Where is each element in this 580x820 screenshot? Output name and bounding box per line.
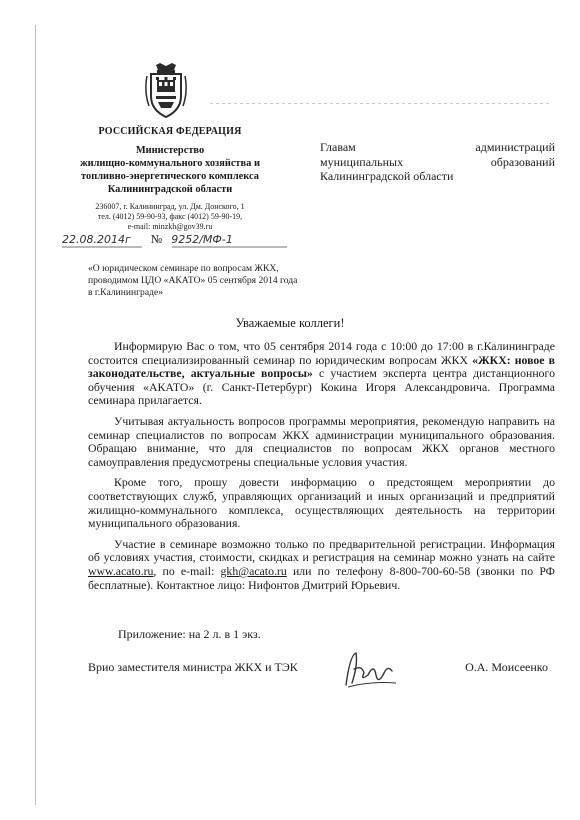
signatory-name: О.А. Моисеенко [465, 660, 548, 674]
text-run: Участие в семинаре возможно только по предварительной регистрации. Информация об условиях участия, стоимости, скидках и регистрация на семинар можно узнать на сайте [88, 536, 555, 565]
registration-line [62, 232, 292, 252]
scan-artifact-line [210, 103, 550, 104]
attachment-note: Приложение: на 2 л. в 1 экз. [118, 627, 261, 641]
ministry-line: Министерство [135, 145, 205, 156]
paragraph-4 [88, 538, 555, 592]
registration-number: 9252/МФ-1 [171, 233, 233, 246]
recipient-word: муниципальных [320, 154, 404, 169]
text-run: Информирую Вас о том, что 05 сентября 2014 года с 10:00 до 17:00 в г.Калининграде состоится специализированный семинар по юридическим вопросам ЖКХ [88, 339, 555, 367]
scan-edge-line [35, 25, 36, 805]
subject-line: в г.Калининграде» [88, 287, 164, 298]
text-run: , по e-mail: [153, 563, 221, 578]
email-link[interactable]: gkh@acato.ru [220, 563, 287, 578]
ministry-name [55, 144, 285, 196]
handwritten-signature [340, 645, 400, 695]
text-run: с участием эксперта центра дистанционного обучения «АКАТО» (г. Санкт-Петербург) Кокина Игоря Александровича. Программа семинара прилагается. [88, 366, 555, 408]
paragraph-2: Учитывая актуальность вопросов программы мероприятия, рекомендую направить на семинар специалистов по вопросам ЖКХ администрации муниципального образования. Обращаю внимание, что для специалистов по вопросам ЖКХ органов местного самоуправления предусмотрены специальные условия участия. [88, 413, 555, 469]
website-link[interactable]: www.acato.ru [88, 563, 154, 578]
paragraph-3: Кроме того, прошу довести информацию о предстоящем мероприятии до соответствующих служб, управляющих организаций и иных организаций и предприятий жилищно-коммунального комплекса, осуществляющих деятельность на территории муниципального образования. [88, 475, 555, 531]
recipient-block [320, 140, 555, 184]
ministry-address [55, 202, 285, 232]
greeting: Уважаемые коллеги! [235, 316, 345, 330]
coat-of-arms-icon [143, 62, 189, 120]
ministry-line: топливно-энергетического комплекса [81, 171, 259, 182]
sender-block [55, 126, 285, 232]
paragraph-1 [88, 340, 555, 408]
text-run: или по телефону 8-800-700-60-58 (звонки по РФ бесплатные). Контактное лицо: Нифонтов Дмитрий Юрьевич. [88, 563, 555, 592]
letter-body [88, 340, 555, 599]
subject-line: проводимом ЦДО «АКАТО» 05 сентября 2014 года [88, 275, 298, 286]
address-line: 236007, г. Калининград, ул. Дм. Донского, 1 [95, 202, 245, 211]
subject-line: «О юридическом семинаре по вопросам ЖКХ, [88, 263, 279, 274]
seminar-title: «ЖКХ: новое в законодательстве, актуальные вопросы» [88, 352, 555, 381]
ministry-line: жилищно-коммунального хозяйства и [80, 158, 260, 169]
signatory-position: Врио заместителя министра ЖКХ и ТЭК [88, 660, 298, 674]
recipient-word: администраций [475, 140, 555, 154]
recipient-word: образований [490, 154, 555, 169]
registration-date: 22.08.2014г [62, 233, 131, 246]
recipient-line [320, 140, 555, 155]
registration-underline [62, 246, 292, 249]
recipient-word: Главам [320, 140, 356, 154]
letter-subject [88, 263, 308, 299]
ministry-line: Калининградской области [107, 184, 233, 195]
recipient-line [320, 155, 555, 170]
address-line: тел. (4012) 59-90-93, факс (4012) 59-90-19, [97, 212, 243, 221]
number-sign: № [150, 232, 163, 246]
country-name: РОССИЙСКАЯ ФЕДЕРАЦИЯ [98, 126, 242, 137]
recipient-line: Калининградской области [320, 169, 454, 183]
address-line: e-mail: minzkh@gov39.ru [127, 222, 213, 231]
